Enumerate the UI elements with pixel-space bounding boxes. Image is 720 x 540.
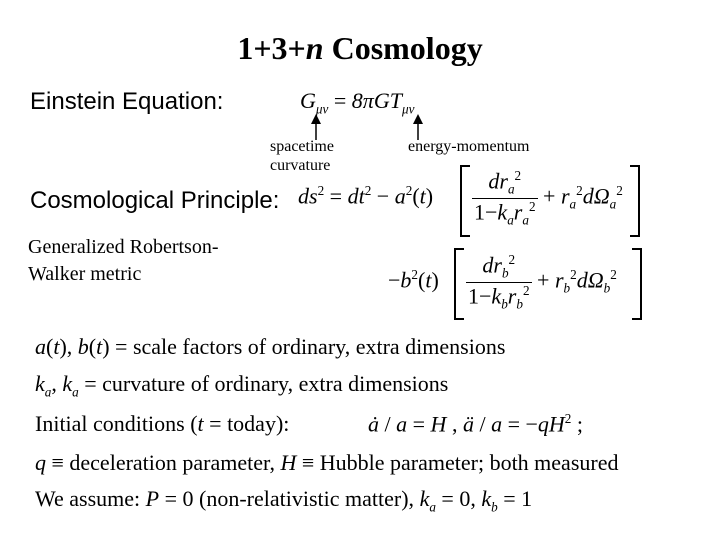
metric-extra-bracket: $\frac{dr_b^2}{1-k_br_b^2}$ + $r_b^2d\Omega_b^2$ bbox=[468, 252, 617, 312]
bracket-left-2 bbox=[454, 248, 464, 320]
page-title: 1+3+n Cosmology bbox=[237, 30, 483, 66]
metric-extra-lhs: $-b^2(t)$ bbox=[388, 267, 439, 293]
metric-ordinary-bracket: $\frac{dr_a^2}{1-k_ar_a^2}$ + $r_a^2d\Omega_a^2$ bbox=[474, 168, 623, 228]
bracket-right-2 bbox=[632, 248, 642, 320]
bracket-right-1 bbox=[630, 165, 640, 237]
metric-ordinary-lhs: $ds^2 = dt^2 - a^2(t)$ bbox=[298, 183, 434, 209]
initial-conditions-line: Initial conditions (t = today): bbox=[35, 411, 290, 436]
assumption-line: We assume: P = 0 (non-relativistic matter), $k_a = 0$, $k_b = 1$ bbox=[35, 486, 533, 515]
energy-momentum-note: energy-momentum bbox=[408, 138, 530, 155]
cosmological-principle-label: Cosmological Principle: bbox=[30, 187, 280, 214]
initial-conditions-equations: ȧ / a = H , ä / $a = -qH^2$ ; bbox=[368, 411, 583, 437]
curvature-line: $k_a$, $k_a$ = curvature of ordinary, extra dimensions bbox=[35, 371, 449, 400]
generalized-rw-label: Generalized Robertson- Walker metric bbox=[28, 236, 219, 285]
spacetime-curvature-note: spacetime curvature bbox=[270, 138, 334, 174]
einstein-equation-label: Einstein Equation: bbox=[30, 88, 224, 115]
einstein-equation: $G_{\mu\nu} = 8\pi GT_{\mu\nu}$ bbox=[300, 88, 415, 117]
deceleration-line: q ≡ deceleration parameter, H ≡ Hubble parameter; both measured bbox=[35, 450, 619, 475]
bracket-left-1 bbox=[460, 165, 470, 237]
scale-factors-line: a(t), b(t) = scale factors of ordinary, extra dimensions bbox=[35, 334, 506, 359]
